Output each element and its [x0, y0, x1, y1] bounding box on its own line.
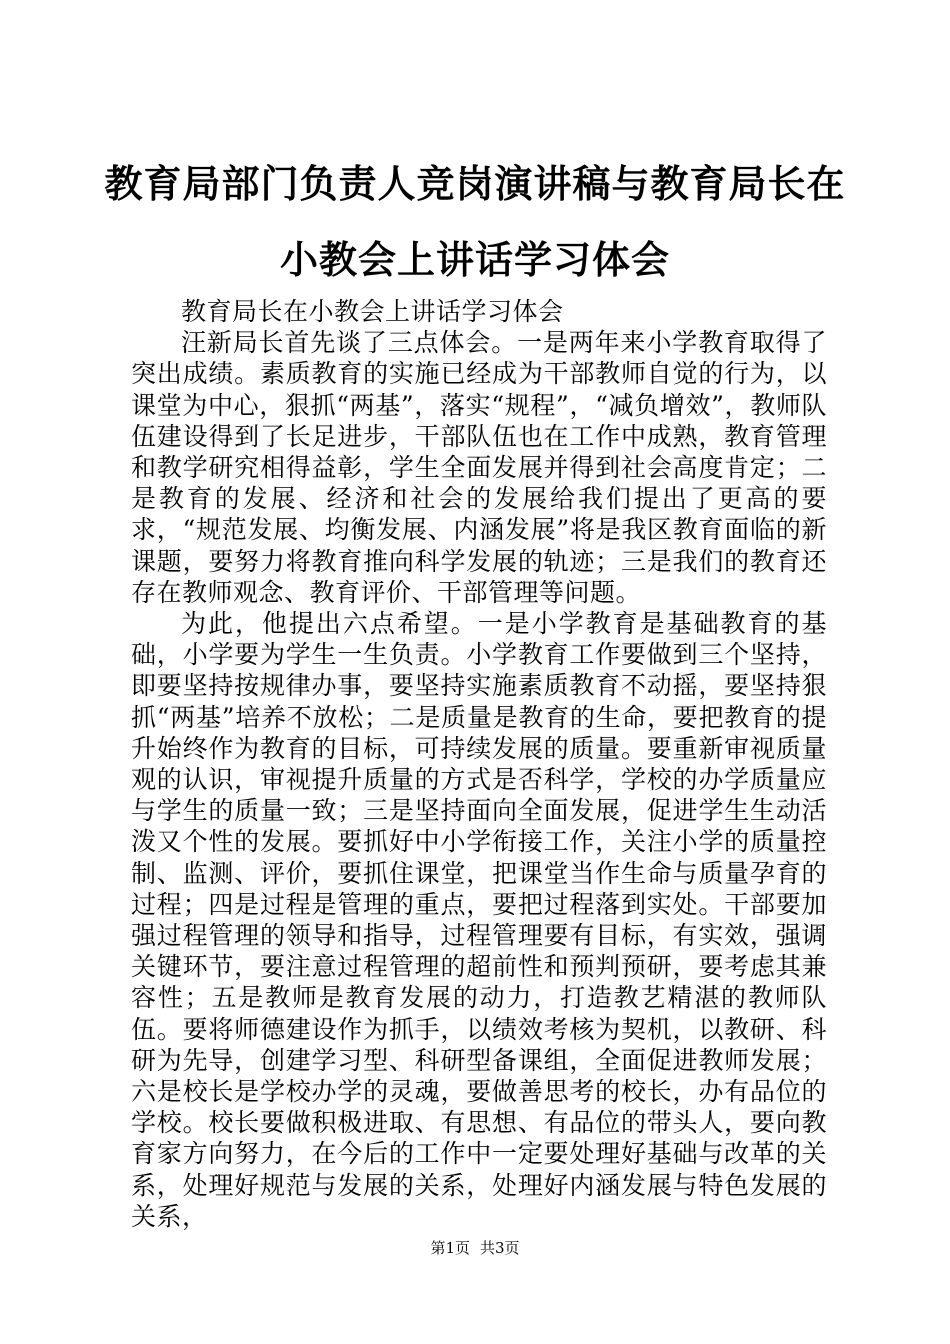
paragraph-2: 为此，他提出六点希望。一是小学教育是基础教育的基础，小学要为学生一生负责。小学教育工作要做到三个坚持，即要坚持按规律办事，要坚持实施素质教育不动摇，要坚持狠抓“两基”培养不放松；二是质量是教育的生命，要把教育的提升始终作为教育的目标，可持续发展的质量。要重新审视质量观的认识，审视提升质量的方式是否科学，学校的办学质量应与学生的质量一致；三是坚持面向全面发展，促进学生生动活泼又个性的发展。要抓好中小学衔接工作，关注小学的质量控制、监测、评价，要抓住课堂，把课堂当作生命与质量孕育的过程；四是过程是管理的重点，要把过程落到实处。干部要加强过程管理的领导和指导，过程管理要有目标，有实效，强调关键环节，要注意过程管理的超前性和预判预研，要考虑其兼容性；五是教师是教育发展的动力，打造教艺精湛的教师队伍。要将师德建设作为抓手，以绩效考核为契机，以教研、科研为先导，创建学习型、科研型备课组，全面促进教师发展；六是校长是学校办学的灵魂，要做善思考的校长，办有品位的学校。校长要做积极进取、有思想、有品位的带头人，要向教育家方向努力，在今后的工作中一定要处理好基础与改革的关系，处理好规范与发展的关系，处理好内涵发展与特色发展的关系，: [131, 609, 827, 1231]
page-number: 第1页: [430, 1239, 470, 1257]
document-title: 教育局部门负责人竞岗演讲稿与教育局长在小教会上讲话学习体会: [104, 162, 846, 282]
document-body: [131, 296, 827, 1232]
page-total: 共3页: [480, 1239, 520, 1257]
paragraph-1: 汪新局长首先谈了三点体会。一是两年来小学教育取得了突出成绩。素质教育的实施已经成为干部教师自觉的行为，以课堂为中心，狠抓“两基”，落实“规程”，“减负增效”，教师队伍建设得到了长足进步，干部队伍也在工作中成熟，教育管理和教学研究相得益彰，学生全面发展并得到社会高度肯定；二是教育的发展、经济和社会的发展给我们提出了更高的要求，“规范发展、均衡发展、内涵发展”将是我区教育面临的新课题，要努力将教育推向科学发展的轨迹；三是我们的教育还存在教师观念、教育评价、干部管理等问题。: [131, 328, 827, 607]
paragraph-subtitle: 教育局长在小教会上讲话学习体会: [181, 297, 564, 326]
page-footer: [0, 1238, 950, 1258]
